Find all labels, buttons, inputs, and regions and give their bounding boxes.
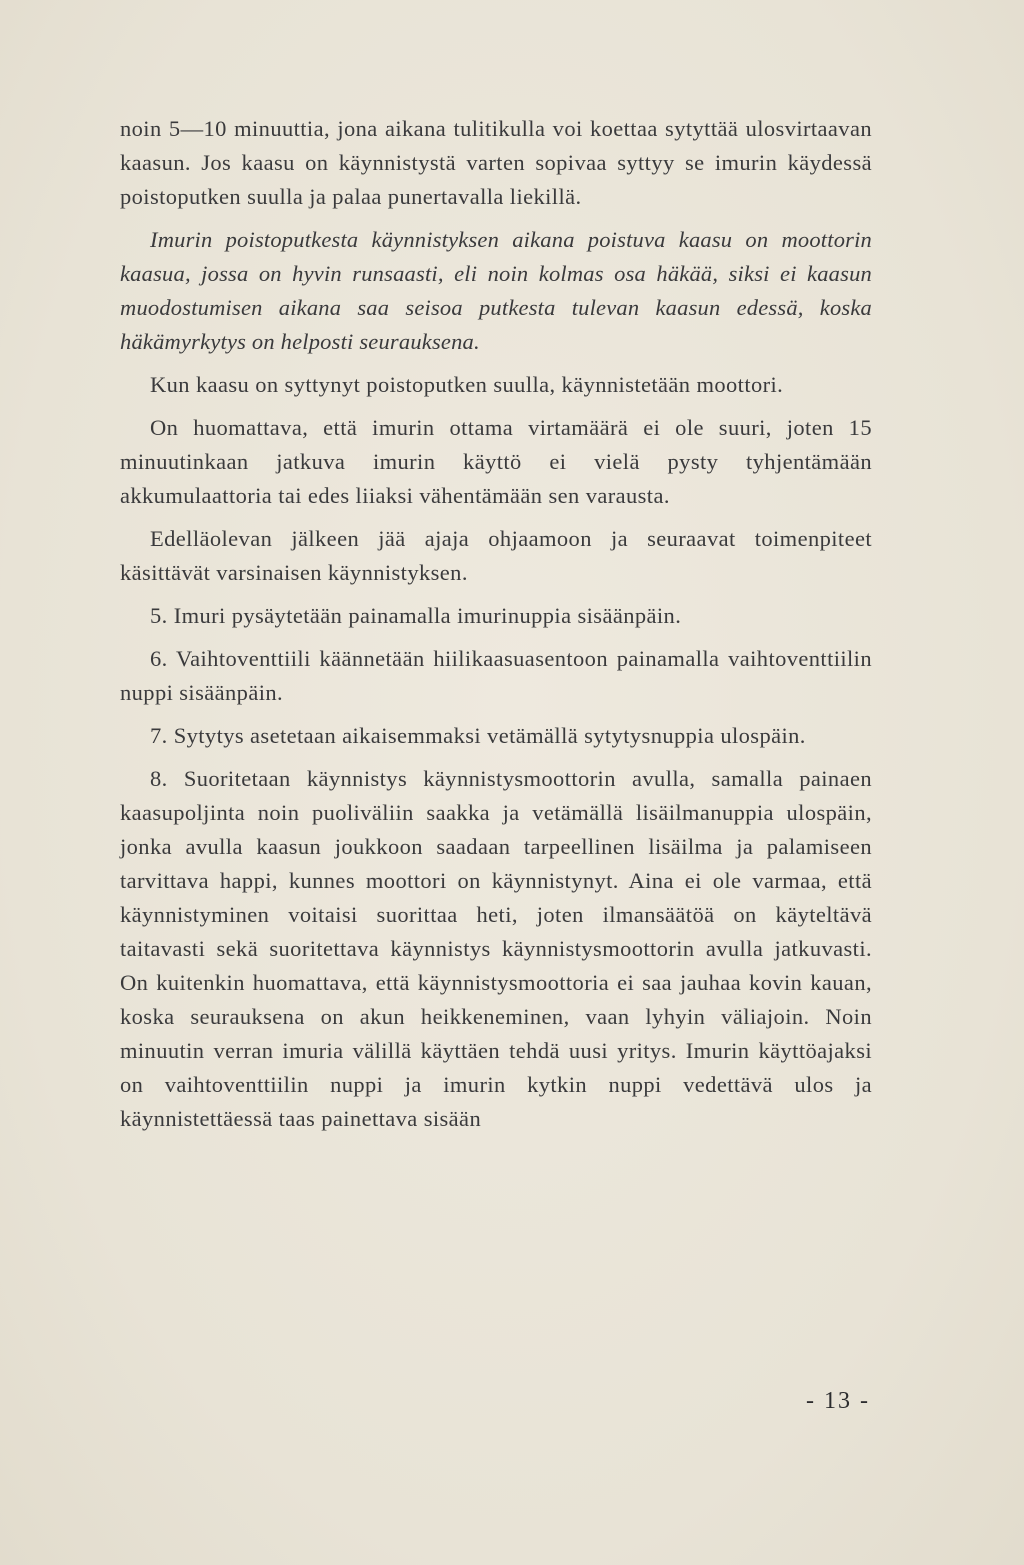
page-number: - 13 -	[806, 1388, 870, 1414]
step-7: 7. Sytytys asetetaan aikaisemmaksi vetämällä sytytysnuppia ulospäin.	[150, 723, 806, 748]
paragraph-driver-steps: Edelläolevan jälkeen jää ajaja ohjaamoon ja seuraavat toimenpiteet käsittävät varsinaisen käynnistyksen.	[120, 526, 872, 585]
body-text	[120, 112, 872, 1145]
step-8: 8. Suoritetaan käynnistys käynnistysmoottorin avulla, samalla painaen kaasupoljinta noin puoliväliin saakka ja vetämällä lisäilmanuppia ulospäin, jonka avulla kaasun joukkoon saadaan tarpeellinen lisäilma ja palamiseen tarvittava happi, kunnes moottori on käynnistynyt. Aina ei ole varmaa, että käynnistyminen voitaisi suorittaa heti, joten ilmansäätöä on käyteltävä taitavasti sekä suoritettava käynnistys käynnistysmoottorin avulla jatkuvasti. On kuitenkin huomattava, että käynnistysmoottoria ei saa jauhaa kovin kauan, koska seurauksena on akun heikkeneminen, vaan lyhyin väliajoin. Noin minuutin verran imuria välillä käyttäen tehdä uusi yritys. Imurin käyttöajaksi on vaihtoventtiilin nuppi ja imurin kytkin nuppi vedettävä ulos ja käynnistettäessä taas painettava sisään	[120, 766, 872, 1131]
paragraph-engine-start: Kun kaasu on syttynyt poistoputken suulla, käynnistetään moottori.	[150, 372, 784, 397]
paragraph-warning: Imurin poistoputkesta käynnistyksen aikana poistuva kaasu on moottorin kaasua, jossa on hyvin runsaasti, eli noin kolmas osa häkää, siksi ei kaasun muodostumisen aikana saa seisoa putkesta tulevan kaasun edessä, koska häkämyrkytys on helposti seurauksena.	[120, 227, 872, 354]
step-6: 6. Vaihtoventtiili käännetään hiilikaasuasentoon painamalla vaihtoventtiilin nuppi sisäänpäin.	[120, 646, 872, 705]
paragraph-intro: noin 5—10 minuuttia, jona aikana tulitikulla voi koettaa sytyttää ulosvirtaavan kaasun. Jos kaasu on käynnistystä varten sopivaa syttyy se imurin käydessä poistoputken suulla ja palaa punertavalla liekillä.	[120, 116, 872, 209]
paragraph-current-note: On huomattava, että imurin ottama virtamäärä ei ole suuri, joten 15 minuutinkaan jatkuva imurin käyttö ei vielä pysty tyhjentämään akkumulaattoria tai edes liiaksi vähentämään sen varausta.	[120, 415, 872, 508]
step-5: 5. Imuri pysäytetään painamalla imurinuppia sisäänpäin.	[150, 603, 682, 628]
